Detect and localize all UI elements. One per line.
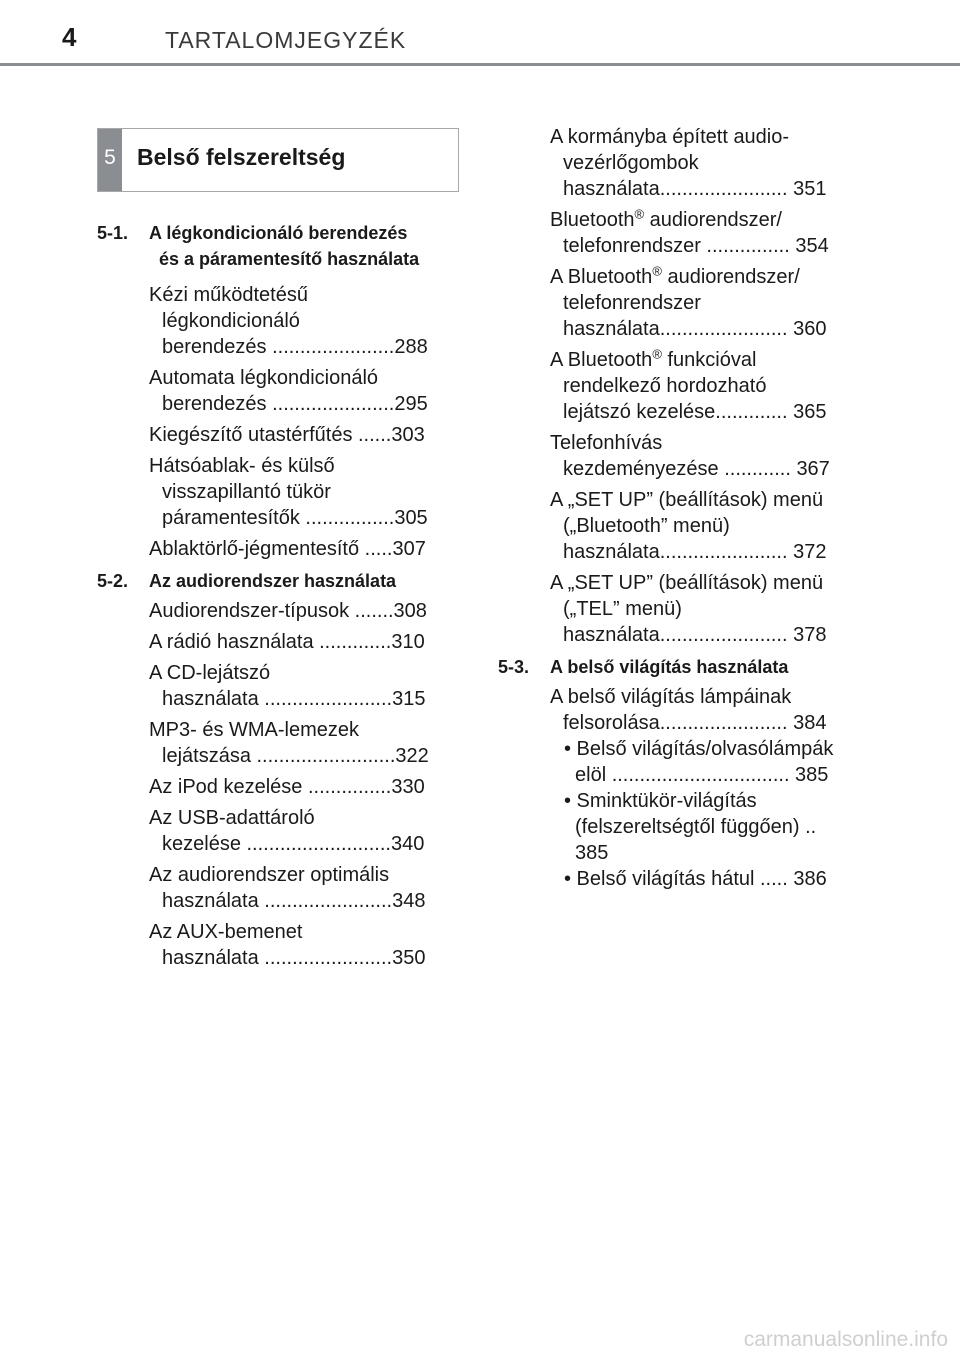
toc-entry[interactable] [550, 684, 868, 736]
entry-line: Az USB-adattároló [149, 807, 315, 829]
chapter-title-line: Az audiorendszer használata [149, 571, 397, 591]
entry-line: berendezés ......................295 [162, 393, 428, 415]
toc-chapter-5-2[interactable] [97, 568, 467, 594]
section-heading-box [97, 128, 459, 192]
entry-line: A CD-lejátszó [149, 662, 271, 684]
chapter-number: 5-1. [97, 223, 129, 243]
entry-line: visszapillantó tükör [162, 481, 331, 503]
entry-line: („Bluetooth” menü) [563, 515, 730, 537]
entry-line: • Sminktükör-világítás [564, 790, 757, 812]
toc-chapter-5-1[interactable] [97, 220, 467, 272]
entry-line: használata....................... 372 [563, 541, 827, 563]
entry-line: Az iPod kezelése ...............330 [149, 776, 425, 798]
entry-line [550, 264, 868, 290]
toc-chapter-5-3[interactable] [498, 654, 868, 680]
section-title: Belső felszereltség [137, 144, 346, 170]
entry-line: Kiegészítő utastérfűtés ......303 [149, 424, 425, 446]
toc-entry[interactable] [149, 805, 467, 857]
toc-entry[interactable] [149, 717, 467, 769]
chapter-number: 5-2. [97, 571, 129, 591]
toc-entry[interactable] [149, 422, 467, 448]
toc-entry[interactable] [149, 365, 467, 417]
entry-line: telefonrendszer ............... 354 [563, 235, 829, 257]
toc-entry[interactable] [550, 570, 868, 648]
registered-mark: ® [634, 206, 645, 222]
toc-entry[interactable] [149, 453, 467, 531]
page-number: 4 [62, 22, 77, 52]
toc-right-column [498, 124, 868, 892]
entry-line: Telefonhívás [550, 432, 663, 454]
entry-line: A „SET UP” (beállítások) menü [550, 489, 824, 511]
entry-line: kezdeményezése ............ 367 [563, 458, 830, 480]
entry-line: elöl ................................ 385 [575, 764, 829, 786]
entry-line: Az audiorendszer optimális [149, 864, 390, 886]
toc-entry[interactable] [550, 487, 868, 565]
entry-line: használata .......................350 [162, 947, 426, 969]
page-header [0, 0, 960, 66]
chapter-number: 5-3. [498, 657, 530, 677]
entry-line: páramentesítők ................305 [162, 507, 428, 529]
entry-line: Automata légkondicionáló [149, 367, 379, 389]
page-title: TARTALOMJEGYZÉK [165, 27, 407, 53]
toc-subentry[interactable] [564, 788, 868, 866]
entry-line: A rádió használata .............310 [149, 631, 425, 653]
entry-line: rendelkező hordozható [563, 375, 767, 397]
toc-entry[interactable] [550, 264, 868, 342]
toc-entry[interactable] [149, 774, 467, 800]
entry-line [550, 347, 868, 373]
toc-subentry[interactable] [564, 866, 868, 892]
entry-line: kezelése ..........................340 [162, 833, 425, 855]
entry-text: A Bluetooth [550, 266, 653, 288]
entry-line: A „SET UP” (beállítások) menü [550, 572, 824, 594]
entry-text: audiorendszer/ [661, 266, 800, 288]
toc-entry[interactable] [149, 536, 467, 562]
chapter-title-line: és a páramentesítő használata [159, 249, 420, 269]
toc-entry[interactable] [149, 919, 467, 971]
toc-entry[interactable] [149, 282, 467, 360]
entry-line: • Belső világítás hátul ..... 386 [564, 868, 827, 890]
toc-entry[interactable] [149, 660, 467, 712]
toc-entry[interactable] [550, 430, 868, 482]
entry-line: használata .......................315 [162, 688, 426, 710]
entry-line: felsorolása....................... 384 [563, 712, 827, 734]
entry-line: 385 [575, 842, 609, 864]
entry-line: használata....................... 360 [563, 318, 827, 340]
watermark: carmanualsonline.info [743, 1328, 948, 1351]
section-number-tab: 5 [98, 129, 122, 191]
entry-line: Hátsóablak- és külső [149, 455, 335, 477]
toc-entry[interactable] [149, 862, 467, 914]
entry-text: audiorendszer/ [644, 209, 782, 231]
entry-line: MP3- és WMA-lemezek [149, 719, 360, 741]
entry-line: A belső világítás lámpáinak [550, 686, 792, 708]
header-divider [0, 63, 960, 66]
entry-line: használata .......................348 [162, 890, 426, 912]
entry-line: légkondicionáló [162, 310, 300, 332]
registered-mark: ® [652, 263, 662, 279]
entry-line: • Belső világítás/olvasólámpák [564, 738, 834, 760]
entry-line: lejátszó kezelése............. 365 [563, 401, 827, 423]
entry-line: vezérlőgombok [563, 152, 699, 174]
toc-left-column [97, 220, 467, 976]
entry-line [550, 207, 868, 233]
toc-entry[interactable] [550, 124, 868, 202]
toc-subentry[interactable] [564, 736, 868, 788]
entry-line: (felszereltségtől függően) .. [575, 816, 817, 838]
entry-text: funkcióval [661, 349, 757, 371]
entry-line: Audiorendszer-típusok .......308 [149, 600, 427, 622]
entry-line: Az AUX-bemenet [149, 921, 303, 943]
entry-text: A Bluetooth [550, 349, 653, 371]
toc-entry[interactable] [149, 598, 467, 624]
toc-entry[interactable] [149, 629, 467, 655]
entry-line: használata....................... 378 [563, 624, 827, 646]
entry-text: Bluetooth [550, 209, 635, 231]
entry-line: („TEL” menü) [563, 598, 682, 620]
registered-mark: ® [652, 346, 662, 362]
chapter-title-line: A belső világítás használata [550, 657, 789, 677]
chapter-title-line: A légkondicionáló berendezés [149, 223, 408, 243]
entry-line: lejátszása .........................322 [162, 745, 429, 767]
entry-line: A kormányba épített audio- [550, 126, 790, 148]
toc-entry[interactable] [550, 347, 868, 425]
entry-line: használata....................... 351 [563, 178, 827, 200]
entry-line: telefonrendszer [563, 292, 701, 314]
entry-line: Ablaktörlő-jégmentesítő .....307 [149, 538, 426, 560]
toc-entry[interactable] [550, 207, 868, 259]
entry-line: berendezés ......................288 [162, 336, 428, 358]
entry-line: Kézi működtetésű [149, 284, 308, 306]
